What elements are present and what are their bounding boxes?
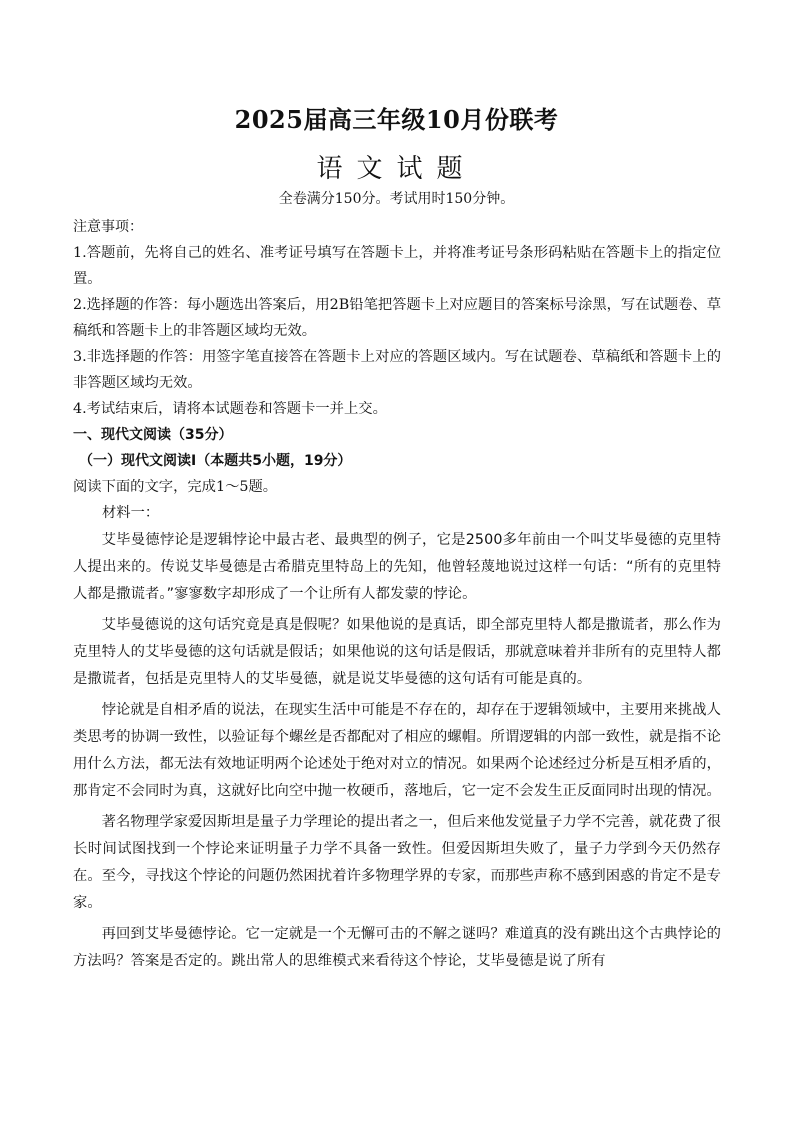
exam-info: 全卷满分150分。考试用时150分钟。 <box>278 191 515 207</box>
passage-paragraph: 艾毕曼德悖论是逻辑悖论中最古老、最典型的例子，它是2500多年前由一个叫艾毕曼德的克里特人提出来的。传说艾毕曼德是古希腊克里特岛上的先知，他曾轻蔑地说过这样一句话：“所有的克里特人都是撒谎者。”寥寥数字却形成了一个让所有人都发蒙的悖论。 <box>73 532 721 602</box>
notice-item: 4.考试结束后，请将本试题卷和答题卡一并上交。 <box>73 401 387 417</box>
exam-body <box>73 214 721 975</box>
notice-heading: 注意事项： <box>73 219 143 235</box>
notice-item: 1.答题前，先将自己的姓名、准考证号填写在答题卡上，并将准考证号条形码粘贴在答题卡上的指定位置。 <box>73 245 721 287</box>
notice-item: 3.非选择题的作答：用签字笔直接答在答题卡上对应的答题区域内。写在试题卷、草稿纸和答题卡上的非答题区域均无效。 <box>73 349 721 391</box>
material-label: 材料一： <box>102 505 160 521</box>
reading-instruction: 阅读下面的文字，完成1～5题。 <box>73 479 278 495</box>
notice-item: 2.选择题的作答：每小题选出答案后，用2B铅笔把答题卡上对应题目的答案标号涂黑，写在试题卷、草稿纸和答题卡上的非答题区域均无效。 <box>73 297 722 339</box>
passage-paragraph: 悖论就是自相矛盾的说法，在现实生活中可能是不存在的，却存在于逻辑领域中，主要用来挑战人类思考的协调一致性，以验证每个螺丝是否都配对了相应的螺帽。所谓逻辑的内部一致性，就是指不论用什么方法，都无法有效地证明两个论述处于绝对对立的情况。如果两个论述经过分析是互相矛盾的，那肯定不会同时为真，这就好比向空中抛一枚硬币，落地后，它一定不会发生正反面同时出现的情况。 <box>73 702 721 799</box>
sub-section-title: （一）现代文阅读Ⅰ（本题共5小题，19分） <box>79 453 352 469</box>
passage-paragraph: 再回到艾毕曼德悖论。它一定就是一个无懈可击的不解之谜吗？难道真的没有跳出这个古典悖论的方法吗？答案是否定的。跳出常人的思维模式来看待这个悖论，艾毕曼德是说了所有 <box>73 926 721 969</box>
exam-title: 2025届高三年级10月份联考 <box>234 105 559 134</box>
subject-title: 语文试题 <box>316 154 477 184</box>
passage-paragraph: 著名物理学家爱因斯坦是量子力学理论的提出者之一，但后来他发觉量子力学不完善，就花费了很长时间试图找到一个悖论来证明量子力学不具备一致性。但爱因斯坦失败了，量子力学到今天仍然存在。至今，寻找这个悖论的问题仍然困扰着许多物理学界的专家，而那些声称不感到困惑的肯定不是专家。 <box>73 814 721 911</box>
section-title: 一、现代文阅读（35分） <box>73 427 233 443</box>
notice-block <box>73 214 721 422</box>
passage-paragraph: 艾毕曼德说的这句话究竟是真是假呢？如果他说的是真话，即全部克里特人都是撒谎者，那么作为克里特人的艾毕曼德的这句话就是假话；如果他说的这句话是假话，那就意味着并非所有的克里特人都是撒谎者，包括是克里特人的艾毕曼德，就是说艾毕曼德的这句话有可能是真的。 <box>73 617 721 687</box>
